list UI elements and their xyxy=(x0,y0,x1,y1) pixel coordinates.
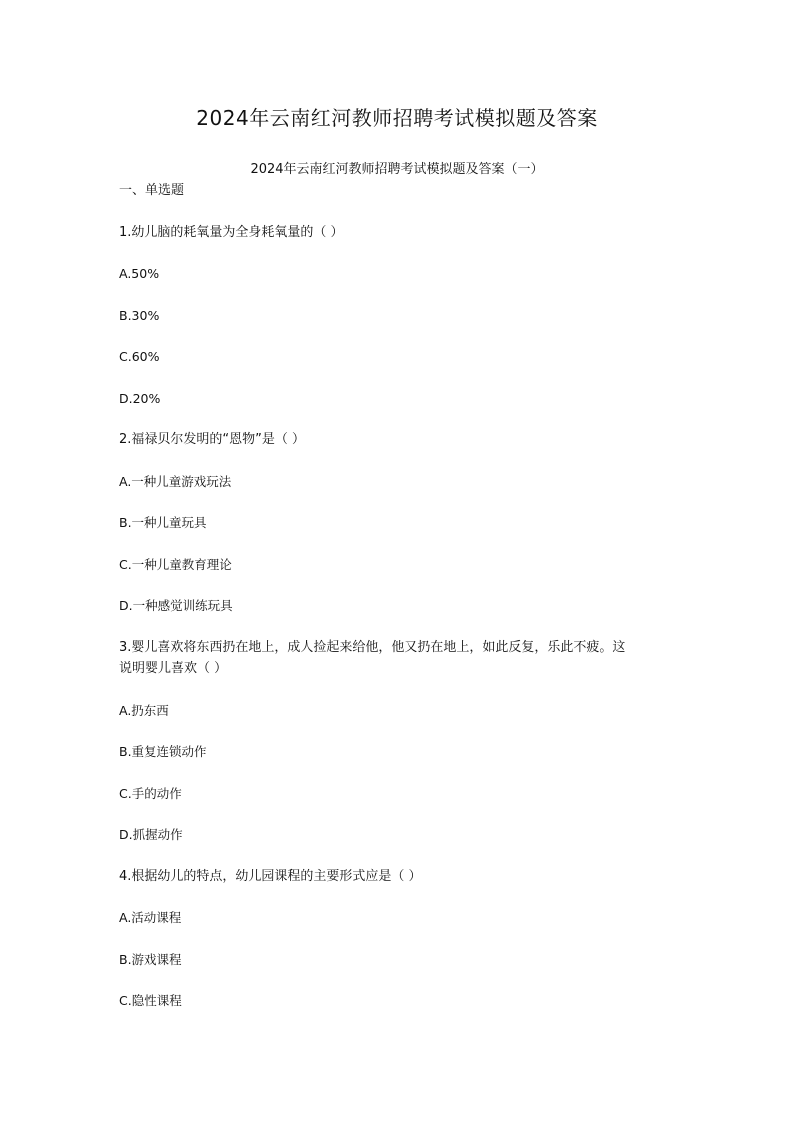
question-2-option-d: D.一种感觉训练玩具 xyxy=(119,598,233,613)
question-4-stem: 4.根据幼儿的特点，幼儿园课程的主要形式应是（ ） xyxy=(119,869,422,884)
question-3-stem-line-2: 说明婴儿喜欢（ ） xyxy=(119,661,228,676)
question-1-option-b: B.30% xyxy=(119,308,160,323)
question-1-option-a: A.50% xyxy=(119,266,160,281)
document-subtitle: 2024年云南红河教师招聘考试模拟题及答案（一） xyxy=(250,162,544,177)
question-3-option-c: C.手的动作 xyxy=(119,786,182,801)
question-1-stem: 1.幼儿脑的耗氧量为全身耗氧量的（ ） xyxy=(119,225,344,240)
question-3-stem-line-1: 3.婴儿喜欢将东西扔在地上，成人捡起来给他，他又扔在地上，如此反复，乐此不疲。这 xyxy=(119,640,626,655)
question-4-option-a: A.活动课程 xyxy=(119,910,182,925)
question-2-option-a: A.一种儿童游戏玩法 xyxy=(119,474,232,489)
question-1-option-c: C.60% xyxy=(119,349,160,364)
question-4-option-b: B.游戏课程 xyxy=(119,952,182,967)
question-2-stem: 2.福禄贝尔发明的“恩物”是（ ） xyxy=(119,432,306,447)
question-1-option-d: D.20% xyxy=(119,391,161,406)
document-title: 2024年云南红河教师招聘考试模拟题及答案 xyxy=(196,106,598,130)
question-2-option-b: B.一种儿童玩具 xyxy=(119,515,207,530)
question-4-option-c: C.隐性课程 xyxy=(119,993,182,1008)
question-3-option-a: A.扔东西 xyxy=(119,703,169,718)
section-heading: 一、单选题 xyxy=(119,183,185,198)
question-3-option-b: B.重复连锁动作 xyxy=(119,744,207,759)
question-2-option-c: C.一种儿童教育理论 xyxy=(119,557,232,572)
question-3-option-d: D.抓握动作 xyxy=(119,827,183,842)
